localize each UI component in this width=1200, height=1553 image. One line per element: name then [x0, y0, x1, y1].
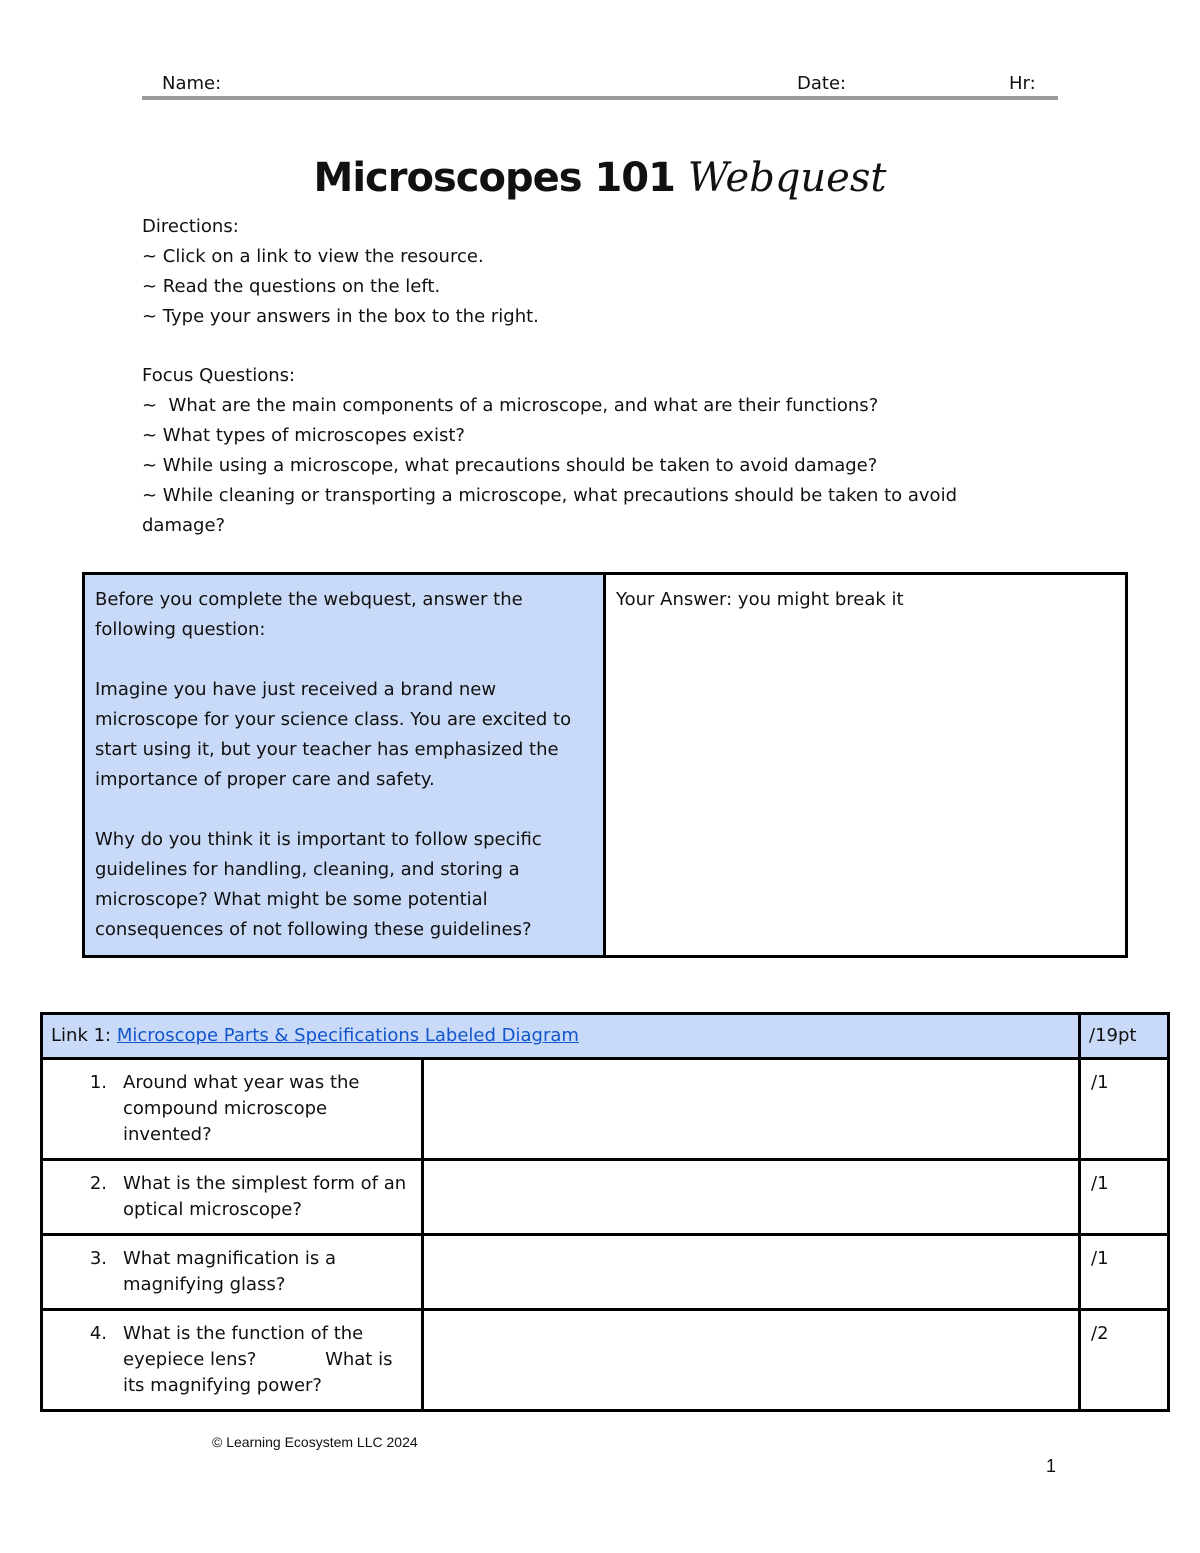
table-row: [42, 1160, 1169, 1235]
question-cell: [42, 1235, 423, 1310]
pre-question-text: Why do you think it is important to follow specific guidelines for handling, cleaning, and storing a microscope? What might be some potential consequences of not following these guidelines?: [95, 829, 542, 940]
question-text: What is the simplest form of an optical microscope?: [123, 1173, 407, 1220]
pre-question-answer[interactable]: Your Answer: you might break it: [616, 589, 904, 610]
question-number: 2.: [89, 1173, 107, 1194]
question-text: What is the function of the eyepiece lens? What is its magnifying power?: [123, 1323, 399, 1396]
answer-field[interactable]: [423, 1059, 1080, 1160]
direction-item: ~ Click on a link to view the resource.: [142, 246, 484, 267]
question-number: 1.: [89, 1072, 107, 1093]
date-label: Date:: [797, 73, 847, 94]
pre-question-prompt: [84, 574, 605, 957]
answer-field[interactable]: [423, 1160, 1080, 1235]
table-row: [42, 1059, 1169, 1160]
pre-question-intro: Before you complete the webquest, answer the following question:: [95, 589, 523, 640]
copyright-footer: © Learning Ecosystem LLC 2024: [212, 1434, 418, 1450]
link1-title: [42, 1014, 1080, 1059]
question-text: What magnification is a magnifying glass?: [123, 1248, 337, 1295]
focus-item: ~ What types of microscopes exist?: [142, 425, 465, 446]
title-main: Microscopes 101: [313, 155, 675, 201]
question-number: 3.: [89, 1248, 107, 1269]
question-text: Around what year was the compound microscope invented?: [123, 1072, 360, 1145]
link1-question-table: [40, 1012, 1170, 1412]
title-script: Webquest: [687, 155, 887, 201]
question-points: /1: [1080, 1059, 1169, 1160]
directions-heading: Directions:: [142, 216, 239, 237]
direction-item: ~ Type your answers in the box to the right.: [142, 306, 539, 327]
question-points: /2: [1080, 1310, 1169, 1411]
name-label: Name:: [162, 73, 222, 94]
pre-question-answer-box[interactable]: [605, 574, 1127, 957]
focus-item: ~ What are the main components of a microscope, and what are their functions?: [142, 395, 879, 416]
answer-field[interactable]: [423, 1310, 1080, 1411]
link1-prefix: Link 1:: [51, 1025, 117, 1046]
link1-resource-link[interactable]: Microscope Parts & Specifications Labeled Diagram: [116, 1025, 579, 1046]
answer-field[interactable]: [423, 1235, 1080, 1310]
question-number: 4.: [89, 1323, 107, 1344]
focus-item: ~ While using a microscope, what precautions should be taken to avoid damage?: [142, 455, 878, 476]
direction-item: ~ Read the questions on the left.: [142, 276, 441, 297]
directions-section: [142, 212, 1042, 332]
question-cell: [42, 1160, 423, 1235]
table-row: [42, 1235, 1169, 1310]
student-info-header: [142, 70, 1058, 98]
focus-item: damage?: [142, 515, 226, 536]
focus-heading: Focus Questions:: [142, 365, 296, 386]
pre-question-scenario: Imagine you have just received a brand new microscope for your science class. You are excited to start using it, but your teacher has emphasized the importance of proper care and safety.: [95, 679, 572, 790]
question-cell: [42, 1059, 423, 1160]
focus-questions-section: [142, 361, 1042, 541]
link1-header-row: [42, 1014, 1169, 1059]
page-title: [0, 155, 1200, 201]
focus-item: ~ While cleaning or transporting a microscope, what precautions should be taken to avoid: [142, 485, 957, 506]
page-number: 1: [1046, 1456, 1057, 1476]
header-divider: [142, 96, 1058, 100]
hour-label: Hr:: [1009, 73, 1036, 94]
question-cell: [42, 1310, 423, 1411]
pre-question-table: [82, 572, 1128, 958]
question-points: /1: [1080, 1235, 1169, 1310]
link1-total-points: /19pt: [1080, 1014, 1169, 1059]
table-row: [42, 1310, 1169, 1411]
question-points: /1: [1080, 1160, 1169, 1235]
